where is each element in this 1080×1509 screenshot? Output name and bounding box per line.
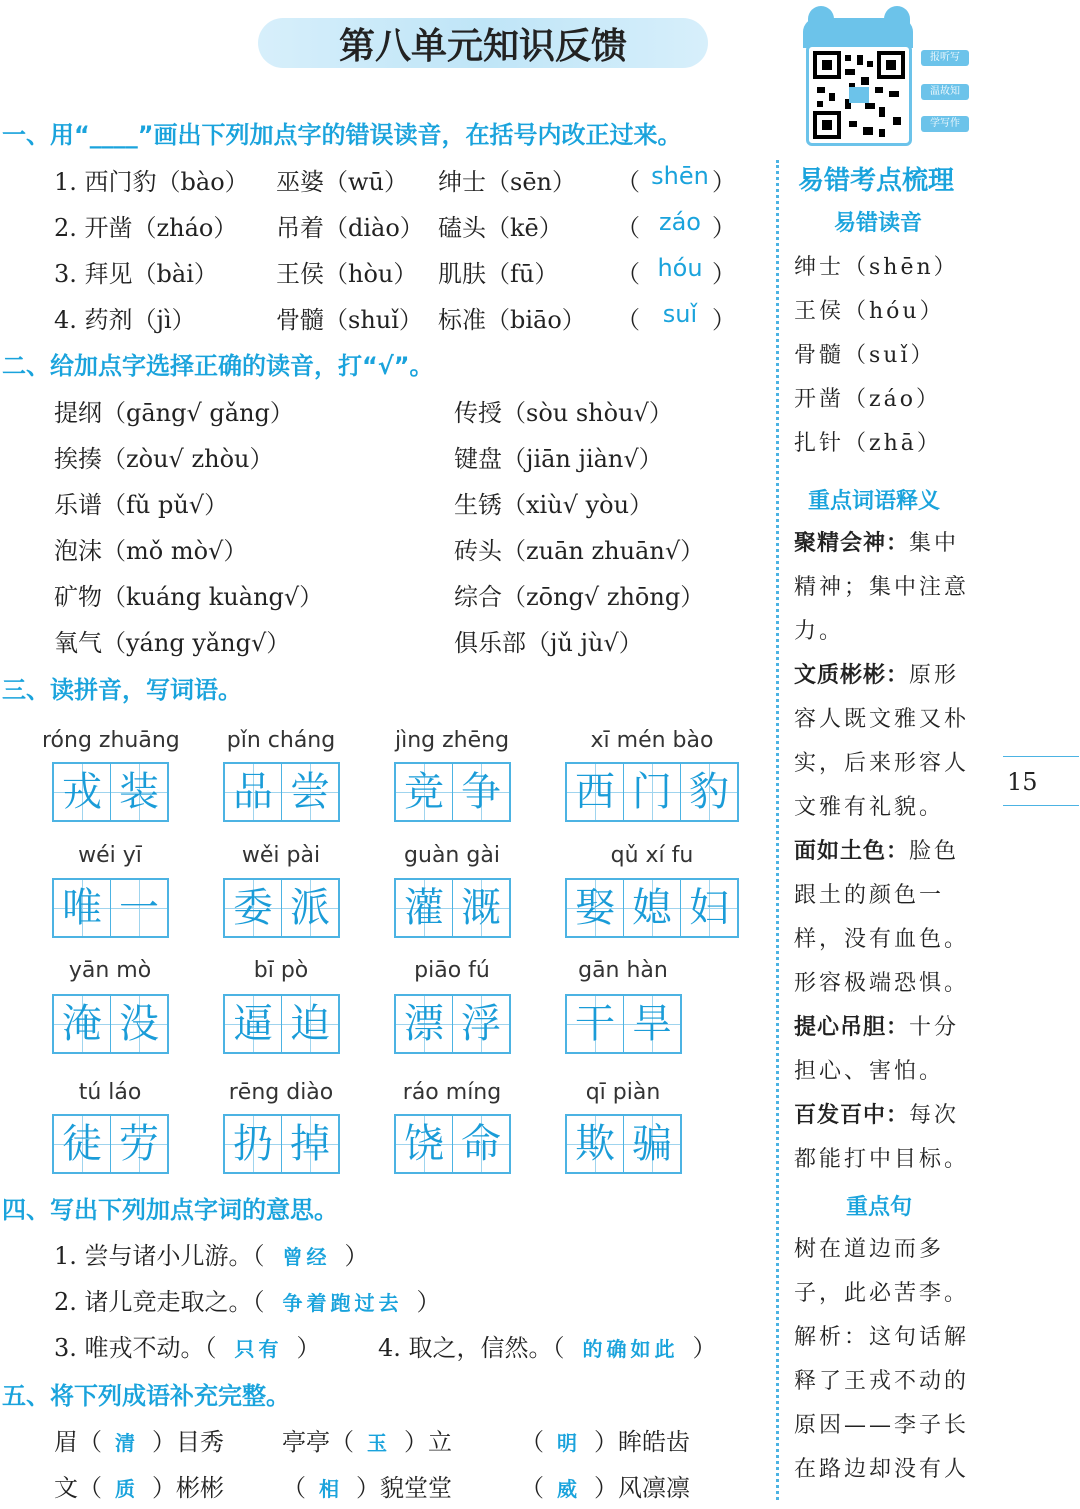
s3-pinyin: wéi yī — [78, 843, 142, 868]
s3-char-cell: 漂 — [396, 996, 453, 1052]
s3-char-grid — [223, 1114, 340, 1174]
sidebar-sentence-line: 原因——李子长 — [794, 1413, 970, 1438]
s1-item-b: 吊着（diào） — [276, 214, 424, 242]
s5-idiom — [520, 1468, 690, 1503]
sidebar-def-text: 集中 — [909, 531, 960, 556]
s3-char-cell: 旱 — [624, 996, 680, 1052]
s3-char-cell: 争 — [453, 764, 509, 820]
s5-pre: （ — [520, 1474, 544, 1502]
s3-pinyin: xī mén bào — [590, 728, 714, 753]
s3-char-cell: 迫 — [282, 996, 338, 1052]
s3-pinyin: bī pò — [253, 958, 309, 983]
s3-char-cell: 淹 — [54, 996, 111, 1052]
s5-post: ）风凛凛 — [594, 1474, 690, 1502]
s1-item-a: 1. 西门豹（bào） — [54, 168, 249, 196]
s1-item-c: 绅士（sēn） — [438, 168, 576, 196]
sidebar-def-text: 担心、害怕。 — [794, 1059, 945, 1084]
s5-answer: 清 — [115, 1431, 139, 1455]
sidebar-def-line — [794, 746, 969, 777]
s4-answer-2: 争着跑过去 — [282, 1291, 403, 1315]
s3-char-cell: 饶 — [396, 1116, 453, 1172]
s2-right-item: 生锈（xiù√ yòu） — [454, 491, 654, 519]
s3-char-cell: 命 — [453, 1116, 509, 1172]
sidebar-def-term: 文质彬彬： — [794, 663, 910, 688]
sidebar-def-line — [794, 702, 969, 733]
sidebar-def-line — [794, 1010, 959, 1041]
s3-char-grid — [565, 994, 682, 1054]
sidebar-reading-item: 开凿（záo） — [794, 387, 941, 412]
sidebar-def-text: 实，后来形容人 — [794, 751, 970, 776]
s3-char-grid — [394, 994, 511, 1054]
sidebar-reading-item: 扎针（zhā） — [794, 431, 942, 456]
s3-char-cell: 派 — [282, 880, 338, 936]
qr-code-icon[interactable] — [806, 44, 912, 146]
s3-char-cell: 劳 — [111, 1116, 167, 1172]
s3-char-cell: 欺 — [567, 1116, 624, 1172]
sidebar-sentence-line: 解析：这句话解 — [794, 1325, 970, 1350]
s3-char-cell: 尝 — [282, 764, 338, 820]
s3-char-cell: 掉 — [282, 1116, 338, 1172]
s4-question-1: 1. 尝与诸小儿游。（ 曾经 ） — [54, 1242, 369, 1270]
s3-char-cell: 委 — [225, 880, 282, 936]
s1-open-paren: （ — [616, 306, 640, 334]
sidebar-def-line — [794, 966, 969, 997]
s3-char-grid — [565, 1114, 682, 1174]
sidebar-def-line — [794, 922, 969, 953]
s3-char-cell: 豹 — [681, 764, 737, 820]
s5-idiom — [54, 1422, 224, 1457]
sidebar-def-text: 力。 — [794, 619, 845, 644]
sidebar-sentence-line: 释了王戎不动的 — [794, 1369, 970, 1394]
section-1-heading: 一、用“____”画出下列加点字的错误读音，在括号内改正过来。 — [2, 121, 682, 149]
s2-left-item: 矿物（kuáng kuàng√） — [54, 583, 324, 611]
sidebar-def-line — [794, 790, 944, 821]
section-3-heading: 三、读拼音，写词语。 — [2, 676, 242, 704]
s3-pinyin: rēng diào — [228, 1080, 334, 1105]
s1-open-paren: （ — [616, 260, 640, 288]
sidebar-def-text: 十分 — [909, 1015, 960, 1040]
s5-answer: 玉 — [367, 1431, 391, 1455]
s3-char-grid — [394, 878, 511, 938]
s1-close-paren: ） — [712, 306, 736, 334]
s3-char-grid — [565, 762, 739, 822]
s2-left-item: 挨揍（zòu√ zhòu） — [54, 445, 274, 473]
s3-pinyin: guàn gài — [404, 843, 500, 868]
s2-right-item: 传授（sòu shòu√） — [454, 399, 673, 427]
title-banner — [248, 14, 718, 72]
s1-answer: záo — [659, 208, 701, 236]
s1-item-c: 标准（biāo） — [438, 306, 586, 334]
s5-pre: 眉（ — [54, 1428, 102, 1456]
s4-question-4: 4. 取之，信然。（ 的确如此 ） — [378, 1334, 717, 1362]
s5-answer: 相 — [319, 1477, 343, 1501]
sidebar-def-line — [794, 1142, 969, 1173]
sidebar-def-term: 提心吊胆： — [794, 1015, 910, 1040]
s3-pinyin: róng zhuāng — [42, 728, 180, 753]
s3-char-grid — [52, 994, 169, 1054]
s5-answer: 威 — [557, 1477, 581, 1501]
s3-char-grid — [52, 878, 169, 938]
s1-open-paren: （ — [616, 214, 640, 242]
s4-answer-4: 的确如此 — [582, 1337, 679, 1361]
s1-item-a: 4. 药剂（jì） — [54, 306, 196, 334]
s4-answer-3: 只有 — [234, 1337, 283, 1361]
s2-right-item: 俱乐部（jǔ jù√） — [454, 629, 643, 657]
sidebar-sub-reading: 易错读音 — [834, 211, 923, 236]
sidebar-def-text: 每次 — [909, 1103, 960, 1128]
s1-answer: shēn — [651, 162, 709, 190]
s3-char-cell: 灌 — [396, 880, 453, 936]
sidebar-def-term: 聚精会神： — [794, 531, 910, 556]
s3-char-cell: 骗 — [624, 1116, 680, 1172]
s3-char-cell: 浮 — [453, 996, 509, 1052]
s3-char-cell: 没 — [111, 996, 167, 1052]
s3-pinyin: piāo fú — [414, 958, 490, 983]
s5-idiom — [282, 1422, 452, 1457]
s3-pinyin: jìng zhēng — [394, 728, 510, 753]
sidebar-def-text: 文雅有礼貌。 — [794, 795, 945, 820]
s1-item-c: 磕头（kē） — [438, 214, 563, 242]
sidebar-def-term: 百发百中： — [794, 1103, 910, 1128]
s5-answer: 质 — [115, 1477, 139, 1501]
sidebar-title: 易错考点梳理 — [798, 166, 955, 196]
sidebar-def-text: 脸色 — [909, 839, 960, 864]
s3-char-cell: 娶 — [567, 880, 624, 936]
qr-tag: 报听写 — [921, 50, 969, 66]
s3-char-cell: 唯 — [54, 880, 111, 936]
s3-char-grid — [52, 762, 169, 822]
s1-item-c: 肌肤（fū） — [438, 260, 559, 288]
s5-pre: （ — [520, 1428, 544, 1456]
s5-answer: 明 — [557, 1431, 581, 1455]
section-5-heading: 五、将下列成语补充完整。 — [2, 1382, 290, 1410]
s3-char-cell: 西 — [567, 764, 624, 820]
s3-pinyin: qǔ xí fu — [610, 843, 694, 868]
s1-item-a: 2. 开凿（zháo） — [54, 214, 238, 242]
s2-left-item: 乐谱（fǔ pǔ√） — [54, 491, 229, 519]
s5-idiom — [520, 1422, 690, 1457]
s3-char-cell: 逼 — [225, 996, 282, 1052]
s2-left-item: 泡沫（mǒ mò√） — [54, 537, 248, 565]
sidebar-reading-item: 王侯（hóu） — [794, 299, 945, 324]
sidebar-reading-item: 绅士（shēn） — [794, 255, 959, 280]
sidebar-def-text: 精神；集中注意 — [794, 575, 970, 600]
sidebar-def-term: 面如土色： — [794, 839, 910, 864]
s3-char-grid — [223, 878, 340, 938]
s5-post: ）目秀 — [152, 1428, 224, 1456]
s2-right-item: 综合（zōng√ zhōng） — [454, 583, 705, 611]
sidebar-sentence-line: 子，此必苦李。 — [794, 1281, 970, 1306]
s3-char-grid — [223, 762, 340, 822]
s5-pre: 亭亭（ — [282, 1428, 354, 1456]
s5-idiom — [54, 1468, 224, 1503]
s3-char-cell: 竞 — [396, 764, 453, 820]
s5-idiom — [282, 1468, 452, 1503]
s2-left-item: 提纲（gāng√ gǎng） — [54, 399, 294, 427]
sidebar-divider — [776, 160, 779, 1500]
s3-pinyin: wěi pài — [241, 843, 321, 868]
s5-post: ）彬彬 — [152, 1474, 224, 1502]
sidebar-def-text: 形容极端恐惧。 — [794, 971, 970, 996]
s3-char-cell: 一 — [111, 880, 167, 936]
s3-char-cell: 扔 — [225, 1116, 282, 1172]
s5-post: ）眸皓齿 — [594, 1428, 690, 1456]
s5-pre: 文（ — [54, 1474, 102, 1502]
s1-item-b: 王侯（hòu） — [276, 260, 418, 288]
s3-pinyin: tú láo — [78, 1080, 142, 1105]
sidebar-reading-item: 骨髓（suǐ） — [794, 343, 936, 368]
s3-char-cell: 徒 — [54, 1116, 111, 1172]
sidebar-def-line — [794, 1098, 959, 1129]
s3-char-grid — [565, 878, 739, 938]
s1-open-paren: （ — [616, 168, 640, 196]
sidebar-def-line — [794, 658, 959, 689]
sidebar-def-line — [794, 526, 959, 557]
sidebar-def-text: 原形 — [909, 663, 960, 688]
s3-char-cell: 门 — [624, 764, 681, 820]
s3-char-cell: 妇 — [681, 880, 737, 936]
s3-pinyin: ráo míng — [402, 1080, 502, 1105]
s3-char-cell: 品 — [225, 764, 282, 820]
s3-pinyin: qī piàn — [585, 1080, 661, 1105]
s1-answer: hóu — [657, 254, 703, 282]
s1-close-paren: ） — [712, 260, 736, 288]
s1-item-b: 巫婆（wū） — [276, 168, 408, 196]
s2-right-item: 砖头（zuān zhuān√） — [454, 537, 705, 565]
sidebar-sentence-line: 在路边却没有人 — [794, 1457, 970, 1482]
s4-question-2: 2. 诸儿竞走取之。（ 争着跑过去 ） — [54, 1288, 441, 1316]
s1-item-b: 骨髓（shuǐ） — [276, 306, 423, 334]
s3-pinyin: pǐn cháng — [226, 728, 336, 753]
s3-char-grid — [394, 762, 511, 822]
s3-char-cell: 干 — [567, 996, 624, 1052]
s1-close-paren: ） — [712, 214, 736, 242]
sidebar-def-line — [794, 834, 959, 865]
sidebar-def-line — [794, 878, 944, 909]
sidebar-def-line — [794, 1054, 944, 1085]
s5-post: ）立 — [404, 1428, 452, 1456]
sidebar-sentence-line: 树在道边而多 — [794, 1237, 945, 1262]
s5-pre: （ — [282, 1474, 306, 1502]
s3-char-grid — [394, 1114, 511, 1174]
s3-pinyin: gān hàn — [578, 958, 668, 983]
s2-left-item: 氧气（yáng yǎng√） — [54, 629, 291, 657]
s4-answer-1: 曾经 — [282, 1245, 331, 1269]
s4-question-3: 3. 唯戎不动。（ 只有 ） — [54, 1334, 321, 1362]
sidebar-sub-sentence: 重点句 — [846, 1195, 913, 1220]
page-number: 15 — [1003, 756, 1079, 806]
s5-post: ）貌堂堂 — [356, 1474, 452, 1502]
s1-close-paren: ） — [712, 168, 736, 196]
section-4-heading: 四、写出下列加点字词的意思。 — [2, 1196, 338, 1224]
s1-item-a: 3. 拜见（bài） — [54, 260, 218, 288]
sidebar-def-text: 跟土的颜色一 — [794, 883, 945, 908]
s3-char-cell: 媳 — [624, 880, 681, 936]
page-title: 第八单元知识反馈 — [338, 26, 627, 67]
s2-right-item: 键盘（jiān jiàn√） — [454, 445, 663, 473]
s3-pinyin: yān mò — [68, 958, 152, 983]
section-2-heading: 二、给加点字选择正确的读音，打“√”。 — [2, 352, 434, 380]
sidebar-def-text: 样，没有血色。 — [794, 927, 970, 952]
s3-char-cell: 装 — [111, 764, 167, 820]
s3-char-cell: 戎 — [54, 764, 111, 820]
sidebar-sub-words: 重点词语释义 — [808, 489, 941, 514]
sidebar-def-text: 都能打中目标。 — [794, 1147, 970, 1172]
qr-tag: 学写作 — [921, 116, 969, 132]
sidebar-def-line — [794, 570, 969, 601]
s3-char-grid — [223, 994, 340, 1054]
s1-answer: suǐ — [662, 300, 698, 328]
s3-char-grid — [52, 1114, 169, 1174]
sidebar-def-line — [794, 614, 844, 645]
sidebar-def-text: 容人既文雅又朴 — [794, 707, 970, 732]
s3-char-cell: 溉 — [453, 880, 509, 936]
qr-tag: 温故知 — [921, 84, 969, 100]
